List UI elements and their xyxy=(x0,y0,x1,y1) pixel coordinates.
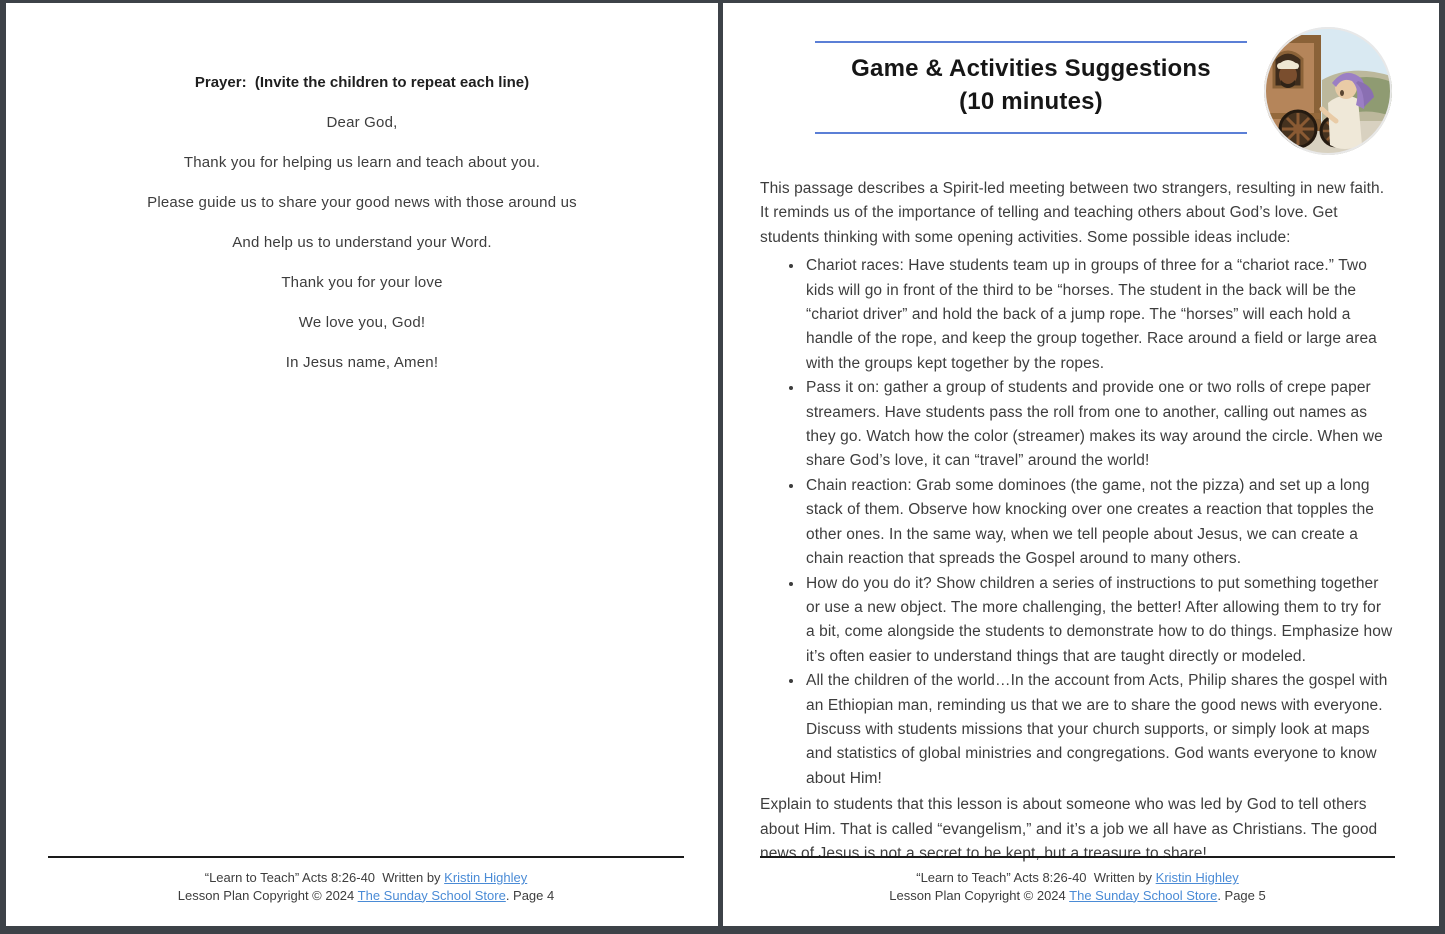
store-link[interactable]: The Sunday School Store xyxy=(357,887,506,903)
footer-page-number: . Page 5 xyxy=(1217,887,1266,903)
prayer-line: Dear God, xyxy=(326,114,398,131)
prayer-heading: Prayer: (Invite the children to repeat each line) xyxy=(194,74,530,91)
activity-bullet: • All the children of the world…In the account from Acts, Philip shares the gospel with an Ethiopian man, reminding us that we are to share the good news with everyone. Discuss with students missions that your church supports, or simply look at maps and statistics of global ministries and congregations. God wants everyone to know about Him! xyxy=(804,669,1394,791)
footer-text: Lesson Plan Copyright © 2024 xyxy=(889,887,1070,903)
page-5-footer xyxy=(760,856,1395,904)
prayer-section xyxy=(6,3,718,375)
section-header xyxy=(760,25,1394,157)
intro-paragraph: This passage describes a Spirit-led meeting between two strangers, resulting in new faith. It reminds us of the importance of telling and teaching others about God’s love. Get students thinking with some opening activities. Some possible ideas include: xyxy=(760,180,1385,246)
prayer-line: Thank you for your love xyxy=(281,274,443,291)
footer-text: Lesson Plan Copyright © 2024 xyxy=(177,887,358,903)
chariot-scene-image xyxy=(1262,25,1394,157)
prayer-line: Please guide us to share your good news with those around us xyxy=(147,194,577,211)
author-link[interactable]: Kristin Highley xyxy=(1155,870,1239,885)
footer-copyright-line xyxy=(760,887,1395,905)
activity-bullet: • Chariot races: Have students team up in groups of three for a “chariot race.” Two kids will go in front of the third to be “horses. The student in the back will be the “chariot driver” and hold the back of a jump rope. The “horses” will each hold a handle of the rope, and keep the group together. Race around a field or large area with the groups kept together by the ropes. xyxy=(804,254,1394,376)
page-5-content xyxy=(723,25,1439,866)
footer-divider xyxy=(760,856,1395,858)
activity-suggestions-list xyxy=(760,254,1394,791)
section-title: Game & Activities Suggestions xyxy=(851,55,1211,82)
prayer-line: We love you, God! xyxy=(298,314,426,331)
section-title-block xyxy=(815,41,1247,134)
footer-text: “Learn to Teach” Acts 8:26-40 Written by xyxy=(916,870,1156,885)
page-4-footer xyxy=(48,856,684,904)
page-5 xyxy=(723,3,1439,926)
prayer-lines xyxy=(6,111,718,375)
author-link[interactable]: Kristin Highley xyxy=(444,870,528,885)
activity-bullet: • How do you do it? Show children a series of instructions to put something together or use a new object. The more challenging, the better! After allowing them to try for a bit, come alongside the students to demonstrate how to do things. Emphasize how it’s often easier to understand things that are taught directly or modeled. xyxy=(804,572,1394,670)
activity-bullet: • Pass it on: gather a group of students and provide one or two rolls of crepe paper streamers. Have students pass the roll from one to another, calling out names as they go. Watch how the color (streamer) makes its way around the circle. When we share God’s love, it can “travel” around the world! xyxy=(804,376,1394,474)
footer-attribution-line xyxy=(760,869,1395,887)
footer-attribution-line xyxy=(48,869,684,887)
section-duration: (10 minutes) xyxy=(959,88,1103,115)
store-link[interactable]: The Sunday School Store xyxy=(1069,887,1218,903)
footer-copyright-line xyxy=(48,887,684,905)
closing-paragraph: Explain to students that this lesson is about someone who was led by God to tell others about Him. That is called “evangelism,” and it’s a job we all have as Christians. The good news of Jesus is not a secret to be kept, but a treasure to share! xyxy=(760,796,1378,862)
prayer-line: Thank you for helping us learn and teach about you. xyxy=(183,154,541,171)
footer-page-number: . Page 4 xyxy=(505,887,555,903)
prayer-line: In Jesus name, Amen! xyxy=(285,354,439,371)
page-4 xyxy=(6,3,718,926)
document-spread xyxy=(6,3,1439,926)
activity-bullet: • Chain reaction: Grab some dominoes (the game, not the pizza) and set up a long stack of them. Observe how knocking over one creates a reaction that topples the other ones. In the same way, when we tell people about Jesus, we can create a chain reaction that spreads the Gospel around to many others. xyxy=(804,474,1394,572)
footer-divider xyxy=(48,856,684,858)
prayer-line: And help us to understand your Word. xyxy=(232,234,492,251)
footer-text: “Learn to Teach” Acts 8:26-40 Written by xyxy=(204,870,445,885)
